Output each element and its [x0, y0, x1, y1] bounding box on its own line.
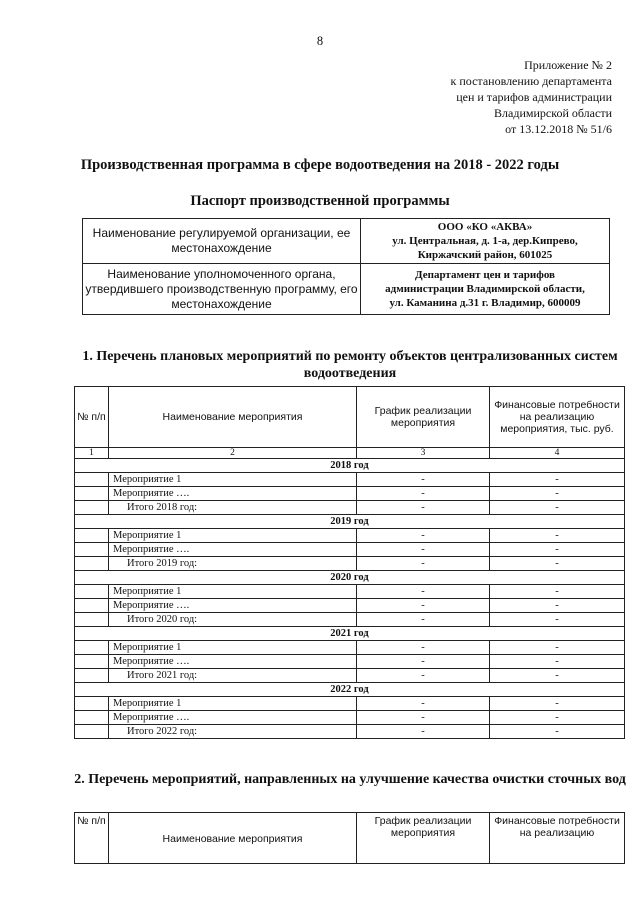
header-measure-name: Наименование мероприятия [109, 813, 357, 864]
passport-label: Наименование уполномоченного органа, утвердившего производственную программу, его местонахождение [83, 264, 361, 315]
header-finance: Финансовые потребности на реализацию мероприятия, тыс. руб. [490, 387, 625, 448]
finance-value: - [490, 473, 625, 487]
finance-value: - [490, 697, 625, 711]
passport-row [83, 264, 610, 315]
passport-table [82, 218, 610, 315]
passport-value-line: ул. Центральная, д. 1-а, дер.Кипрево, [392, 235, 578, 247]
row-number-cell [75, 557, 109, 571]
year-label: 2018 год [75, 459, 625, 473]
passport-title: Паспорт производственной программы [190, 193, 450, 209]
finance-value: - [490, 487, 625, 501]
year-label: 2019 год [75, 515, 625, 529]
schedule-value: - [357, 557, 490, 571]
table-body [75, 448, 625, 739]
year-row [75, 571, 625, 585]
approval-line: Владимирской области [494, 106, 612, 120]
row-number-cell [75, 613, 109, 627]
row-number-cell [75, 543, 109, 557]
row-number-cell [75, 529, 109, 543]
section2-title: 2. Перечень мероприятий, направленных на улучшение качества очистки сточных вод [74, 772, 626, 787]
measure-name: Итого 2022 год: [109, 725, 357, 739]
measure-name: Мероприятие 1 [109, 641, 357, 655]
passport-row [83, 219, 610, 264]
measure-name: Мероприятие …. [109, 543, 357, 557]
total-row [75, 669, 625, 683]
header-schedule: График реализации мероприятия [357, 387, 490, 448]
measure-name: Итого 2020 год: [109, 613, 357, 627]
schedule-value: - [357, 543, 490, 557]
column-number: 4 [490, 448, 625, 459]
measure-row [75, 529, 625, 543]
header-finance: Финансовые потребности на реализацию [490, 813, 625, 864]
year-row [75, 515, 625, 529]
passport-value [361, 219, 610, 264]
finance-value: - [490, 543, 625, 557]
schedule-value: - [357, 585, 490, 599]
approval-line: от 13.12.2018 № 51/6 [505, 122, 612, 136]
total-row [75, 557, 625, 571]
measure-name: Мероприятие 1 [109, 529, 357, 543]
schedule-value: - [357, 501, 490, 515]
passport-value-line: ул. Каманина д.31 г. Владимир, 600009 [389, 297, 581, 309]
finance-value: - [490, 529, 625, 543]
passport-value-line: Департамент цен и тарифов [415, 269, 555, 281]
measure-name: Итого 2019 год: [109, 557, 357, 571]
measure-name: Мероприятие …. [109, 711, 357, 725]
schedule-value: - [357, 599, 490, 613]
finance-value: - [490, 501, 625, 515]
total-row [75, 501, 625, 515]
year-label: 2021 год [75, 627, 625, 641]
approval-block [352, 57, 612, 137]
finance-value: - [490, 641, 625, 655]
schedule-value: - [357, 641, 490, 655]
row-number-cell [75, 697, 109, 711]
measure-row [75, 641, 625, 655]
quality-measures-table [74, 812, 625, 864]
year-row [75, 627, 625, 641]
measure-row [75, 697, 625, 711]
measure-row [75, 655, 625, 669]
row-number-cell [75, 599, 109, 613]
table-header-row [75, 813, 625, 864]
page-number: 8 [316, 34, 324, 48]
schedule-value: - [357, 529, 490, 543]
schedule-value: - [357, 725, 490, 739]
row-number-cell [75, 711, 109, 725]
measure-row [75, 543, 625, 557]
approval-line: к постановлению департамента [450, 74, 612, 88]
schedule-value: - [357, 473, 490, 487]
section1-title: 1. Перечень плановых мероприятий по ремонту объектов централизованных систем водоотведения [82, 349, 618, 381]
repair-measures-table [74, 386, 625, 739]
schedule-value: - [357, 655, 490, 669]
finance-value: - [490, 711, 625, 725]
column-number: 2 [109, 448, 357, 459]
approval-line: Приложение № 2 [524, 58, 612, 72]
schedule-value: - [357, 669, 490, 683]
measure-name: Итого 2021 год: [109, 669, 357, 683]
total-row [75, 725, 625, 739]
column-number: 1 [75, 448, 109, 459]
row-number-cell [75, 473, 109, 487]
row-number-cell [75, 641, 109, 655]
row-number-cell [75, 501, 109, 515]
table-header-row [75, 387, 625, 448]
passport-value [361, 264, 610, 315]
document-title: Производственная программа в сфере водоотведения на 2018 - 2022 годы [80, 157, 560, 173]
header-measure-name: Наименование мероприятия [109, 387, 357, 448]
row-number-cell [75, 655, 109, 669]
year-label: 2022 год [75, 683, 625, 697]
measure-row [75, 487, 625, 501]
row-number-cell [75, 669, 109, 683]
measure-name: Мероприятие 1 [109, 473, 357, 487]
schedule-value: - [357, 711, 490, 725]
finance-value: - [490, 585, 625, 599]
column-number-row [75, 448, 625, 459]
finance-value: - [490, 599, 625, 613]
header-number: № п/п [75, 387, 109, 448]
column-number: 3 [357, 448, 490, 459]
total-row [75, 613, 625, 627]
measure-name: Мероприятие …. [109, 655, 357, 669]
schedule-value: - [357, 487, 490, 501]
measure-row [75, 711, 625, 725]
header-number: № п/п [75, 813, 109, 864]
measure-name: Итого 2018 год: [109, 501, 357, 515]
measure-row [75, 585, 625, 599]
finance-value: - [490, 557, 625, 571]
year-row [75, 683, 625, 697]
passport-value-line: администрации Владимирской области, [385, 283, 585, 295]
year-row [75, 459, 625, 473]
measure-row [75, 473, 625, 487]
header-schedule: График реализации мероприятия [357, 813, 490, 864]
measure-name: Мероприятие …. [109, 599, 357, 613]
schedule-value: - [357, 613, 490, 627]
measure-name: Мероприятие …. [109, 487, 357, 501]
row-number-cell [75, 725, 109, 739]
schedule-value: - [357, 697, 490, 711]
row-number-cell [75, 487, 109, 501]
finance-value: - [490, 669, 625, 683]
measure-name: Мероприятие 1 [109, 585, 357, 599]
measure-name: Мероприятие 1 [109, 697, 357, 711]
passport-label: Наименование регулируемой организации, ее местонахождение [83, 219, 361, 264]
passport-value-line: ООО «КО «АКВА» [437, 221, 533, 233]
measure-row [75, 599, 625, 613]
finance-value: - [490, 725, 625, 739]
finance-value: - [490, 655, 625, 669]
approval-line: цен и тарифов администрации [456, 90, 612, 104]
passport-value-line: Киржачский район, 601025 [417, 249, 553, 261]
finance-value: - [490, 613, 625, 627]
row-number-cell [75, 585, 109, 599]
year-label: 2020 год [75, 571, 625, 585]
